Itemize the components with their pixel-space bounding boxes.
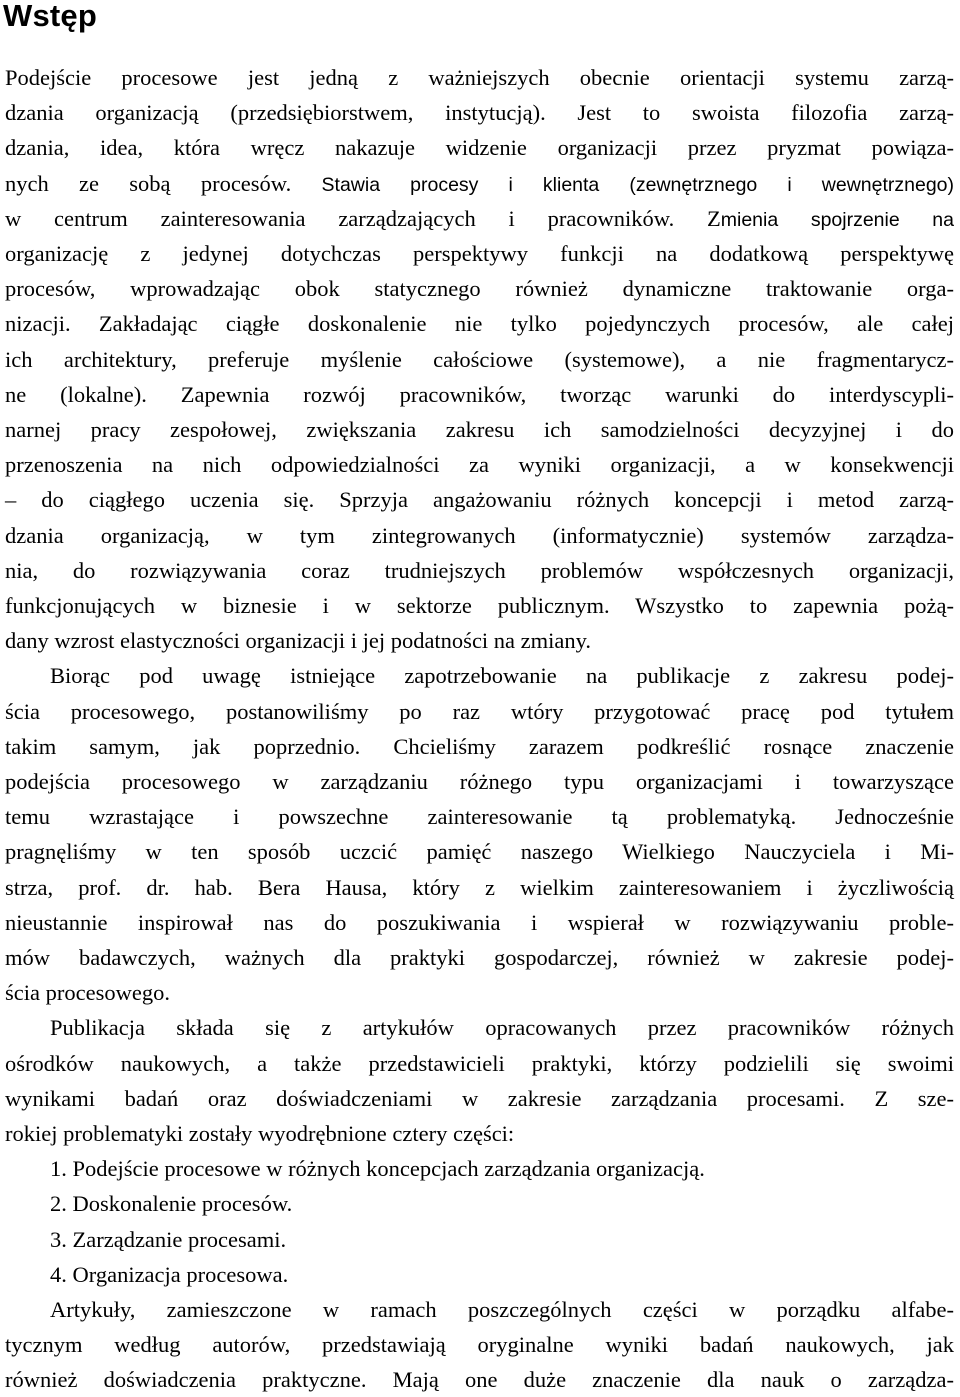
text-line: dzania, idea, która wręcz nakazuje widzenie organizacji przez pryzmat powiąza- (5, 135, 954, 161)
text-line: Podejście procesowe jest jedną z ważniejszych obecnie orientacji systemu zarzą- (5, 65, 954, 90)
text-line: przenoszenia na nich odpowiedzialności za wyniki organizacji, a w konsekwencji (5, 452, 954, 478)
text-line: ich architektury, preferuje myślenie całościowe (systemowe), a nie fragmentarycz- (5, 346, 954, 372)
text-line: dany wzrost elastyczności organizacji i jej podatności na zmiany. (5, 628, 592, 654)
text-line: nizacji. Zakładając ciągłe doskonalenie nie tylko pojedynczych procesów, ale całej (5, 311, 954, 337)
text-line: pragnęliśmy w ten sposób uczcić pamięć naszego Wielkiego Nauczyciela i Mi- (5, 839, 954, 865)
text-line: mów badawczych, ważnych dla praktyki gospodarczej, również w zakresie podej- (5, 945, 954, 970)
page-title: Wstęp (3, 0, 97, 33)
text-line: podejścia procesowego w zarządzaniu różnego typu organizacjami i towarzyszące (5, 769, 954, 794)
text-line: ścia procesowego, postanowiliśmy po raz wtóry przygotować pracę pod tytułem (5, 698, 954, 724)
text-line: Artykuły, zamieszczone w ramach poszczególnych części w porządku alfabe- (50, 1297, 954, 1322)
list-item: 2. Doskonalenie procesów. (50, 1191, 293, 1217)
text-line: ne (lokalne). Zapewnia rozwój pracowników, tworząc warunki do interdyscypli- (5, 381, 954, 407)
text-line: nieustannie inspirował nas do poszukiwania i wspierał w rozwiązywaniu proble- (5, 909, 954, 935)
text-line: w centrum zainteresowania zarządzających i pracowników. Zmienia spojrzenie na (5, 205, 954, 231)
text-line: wynikami badań oraz doświadczeniami w zakresie zarządzania procesami. Z sze- (5, 1085, 954, 1111)
text-line: nia, do rozwiązywania coraz trudniejszych problemów współczesnych organizacji, (5, 557, 954, 583)
text-line: organizację z jedynej dotychczas perspektywy funkcji na dodatkową perspektywę (5, 241, 954, 266)
text-line: dzania organizacją (przedsiębiorstwem, instytucją). Jest to swoista filozofia zarzą- (5, 100, 954, 126)
text-line: nych ze sobą procesów. Stawia procesy i klienta (zewnętrznego i wewnętrznego) (5, 170, 955, 196)
text-line: narnej pracy zespołowej, zwiększania zakresu ich samodzielności decyzyjnej i do (5, 417, 954, 442)
list-item: 4. Organizacja procesowa. (50, 1261, 289, 1287)
text-line: – do ciągłego uczenia się. Sprzyja angażowaniu różnych koncepcji i metod zarzą- (5, 487, 954, 513)
text-line: temu wzrastające i powszechne zainteresowanie tą problematyką. Jednocześnie (5, 804, 954, 830)
text-line: ścia procesowego. (5, 980, 170, 1006)
text-line: Biorąc pod uwagę istniejące zapotrzebowanie na publikacje z zakresu podej- (50, 663, 954, 689)
text-line: procesów, wprowadzając obok statycznego również dynamiczne traktowanie orga- (5, 276, 954, 302)
list-item: 1. Podejście procesowe w różnych koncepcjach zarządzania organizacją. (50, 1156, 705, 1182)
text-line: również doświadczenia praktyczne. Mają one duże znaczenie dla nauk o zarządza- (5, 1367, 954, 1393)
list-item: 3. Zarządzanie procesami. (50, 1226, 287, 1252)
text-line: rokiej problematyki zostały wyodrębnione cztery części: (5, 1121, 515, 1146)
text-line: funkcjonujących w biznesie i w sektorze publicznym. Wszystko to zapewnia pożą- (5, 593, 954, 618)
text-line: Publikacja składa się z artykułów opracowanych przez pracowników różnych (50, 1015, 954, 1041)
text-line: dzania organizacją, w tym zintegrowanych (informatycznie) systemów zarządza- (5, 522, 954, 548)
text-line: strza, prof. dr. hab. Bera Hausa, który z wielkim zainteresowaniem i życzliwością (5, 874, 954, 900)
text-line: tycznym według autorów, przedstawiają oryginalne wyniki badań naukowych, jak (5, 1332, 954, 1358)
text-line: takim samym, jak poprzednio. Chcieliśmy zarazem podkreślić rosnące znaczenie (5, 733, 954, 759)
text-line: ośrodków naukowych, a także przedstawicieli praktyki, którzy podzielili się swoimi (5, 1050, 954, 1076)
